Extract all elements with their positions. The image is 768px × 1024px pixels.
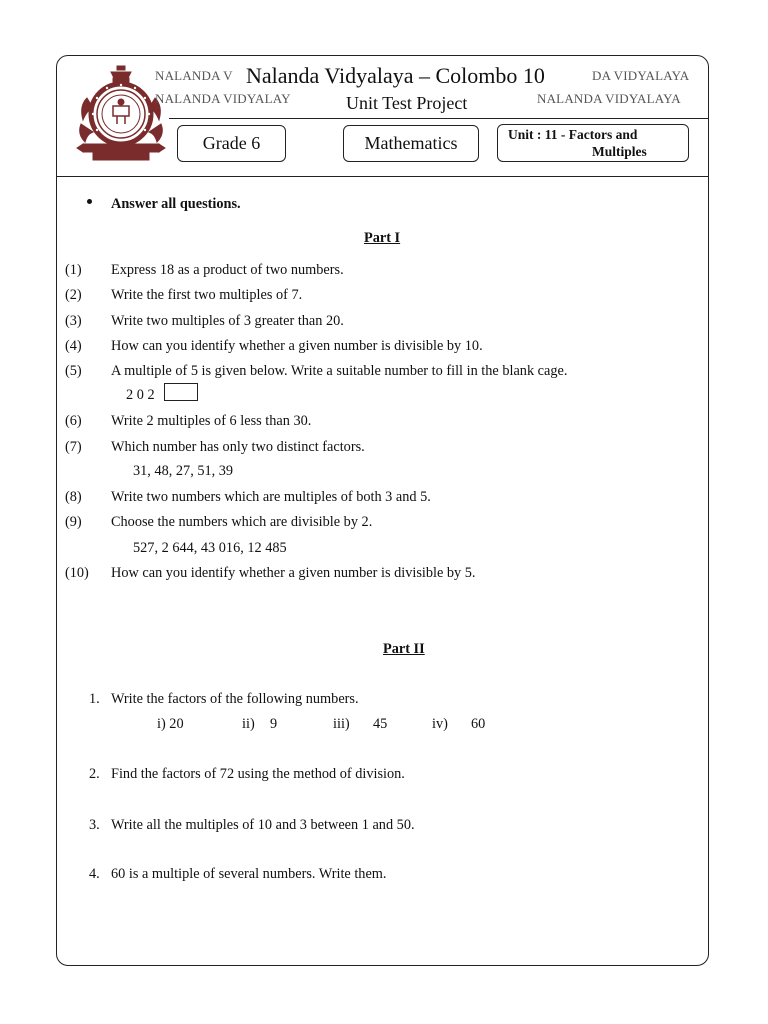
question-number: (3) [65,313,82,329]
q1-item-iv-label: iv) [432,716,448,732]
blank-cage-box [164,383,198,401]
q1-item-iii-label: iii) [333,716,350,732]
question-text: Find the factors of 72 using the method of division. [111,766,405,782]
question-number: 4. [89,866,100,882]
question-text: Write two numbers which are multiples of both 3 and 5. [111,489,431,505]
question-text: A multiple of 5 is given below. Write a suitable number to fill in the blank cage. [111,363,568,379]
instructions: Answer all questions. [111,196,241,212]
school-title: Nalanda Vidyalaya – Colombo 10 [246,63,545,88]
subtitle: Unit Test Project [346,93,468,113]
question-text: How can you identify whether a given number is divisible by 10. [111,338,483,354]
question-number: (1) [65,262,82,278]
question-number: (9) [65,514,82,530]
question-text: Write all the multiples of 10 and 3 between 1 and 50. [111,817,415,833]
watermark-right-bottom: NALANDA VIDYALAYA [537,91,681,106]
header-bottom-divider [57,176,709,177]
question-number: (5) [65,363,82,379]
question-number: (2) [65,287,82,303]
question-text: Write the factors of the following numbers. [111,691,359,707]
question-text: Write 2 multiples of 6 less than 30. [111,413,312,429]
question-subtext: 2 0 2 [126,387,155,403]
grade-label: Grade 6 [202,133,261,153]
question-subtext: 527, 2 644, 43 016, 12 485 [133,540,287,556]
question-number: 2. [89,766,100,782]
watermark-left-bottom: NALANDA VIDYALAY [155,91,291,106]
question-text: Which number has only two distinct factors. [111,439,365,455]
grade-box [177,125,286,162]
subject-box [343,125,479,162]
question-number: (4) [65,338,82,354]
question-subtext: 31, 48, 27, 51, 39 [133,463,234,479]
question-text: Write two multiples of 3 greater than 20. [111,313,344,329]
unit-line-1: Unit : 11 - Factors and [508,127,638,142]
q1-item-iv-value: 60 [471,716,486,732]
question-text: 60 is a multiple of several numbers. Write them. [111,866,387,882]
question-number: (8) [65,489,82,505]
question-number: 1. [89,691,100,707]
unit-line-2: Multiples [592,144,647,159]
question-text: How can you identify whether a given number is divisible by 5. [111,565,476,581]
question-number: (7) [65,439,82,455]
question-text: Choose the numbers which are divisible by 2. [111,514,373,530]
header-divider [169,118,709,119]
watermark-left-top: NALANDA V [155,68,233,83]
part1-title: Part I [364,230,401,246]
question-number: 3. [89,817,100,833]
watermark-right-top: DA VIDYALAYA [592,68,690,83]
q1-item-ii-label: ii) [242,716,255,732]
bullet-icon [87,199,92,204]
q1-item-i: i) 20 [157,716,184,732]
question-number: (6) [65,413,82,429]
question-text: Express 18 as a product of two numbers. [111,262,344,278]
question-number: (10) [65,565,89,581]
unit-box [497,124,689,162]
q1-item-iii-value: 45 [373,716,388,732]
q1-item-ii-value: 9 [270,716,278,732]
question-text: Write the first two multiples of 7. [111,287,303,303]
subject-label: Mathematics [364,133,458,153]
part2-title: Part II [383,641,425,657]
